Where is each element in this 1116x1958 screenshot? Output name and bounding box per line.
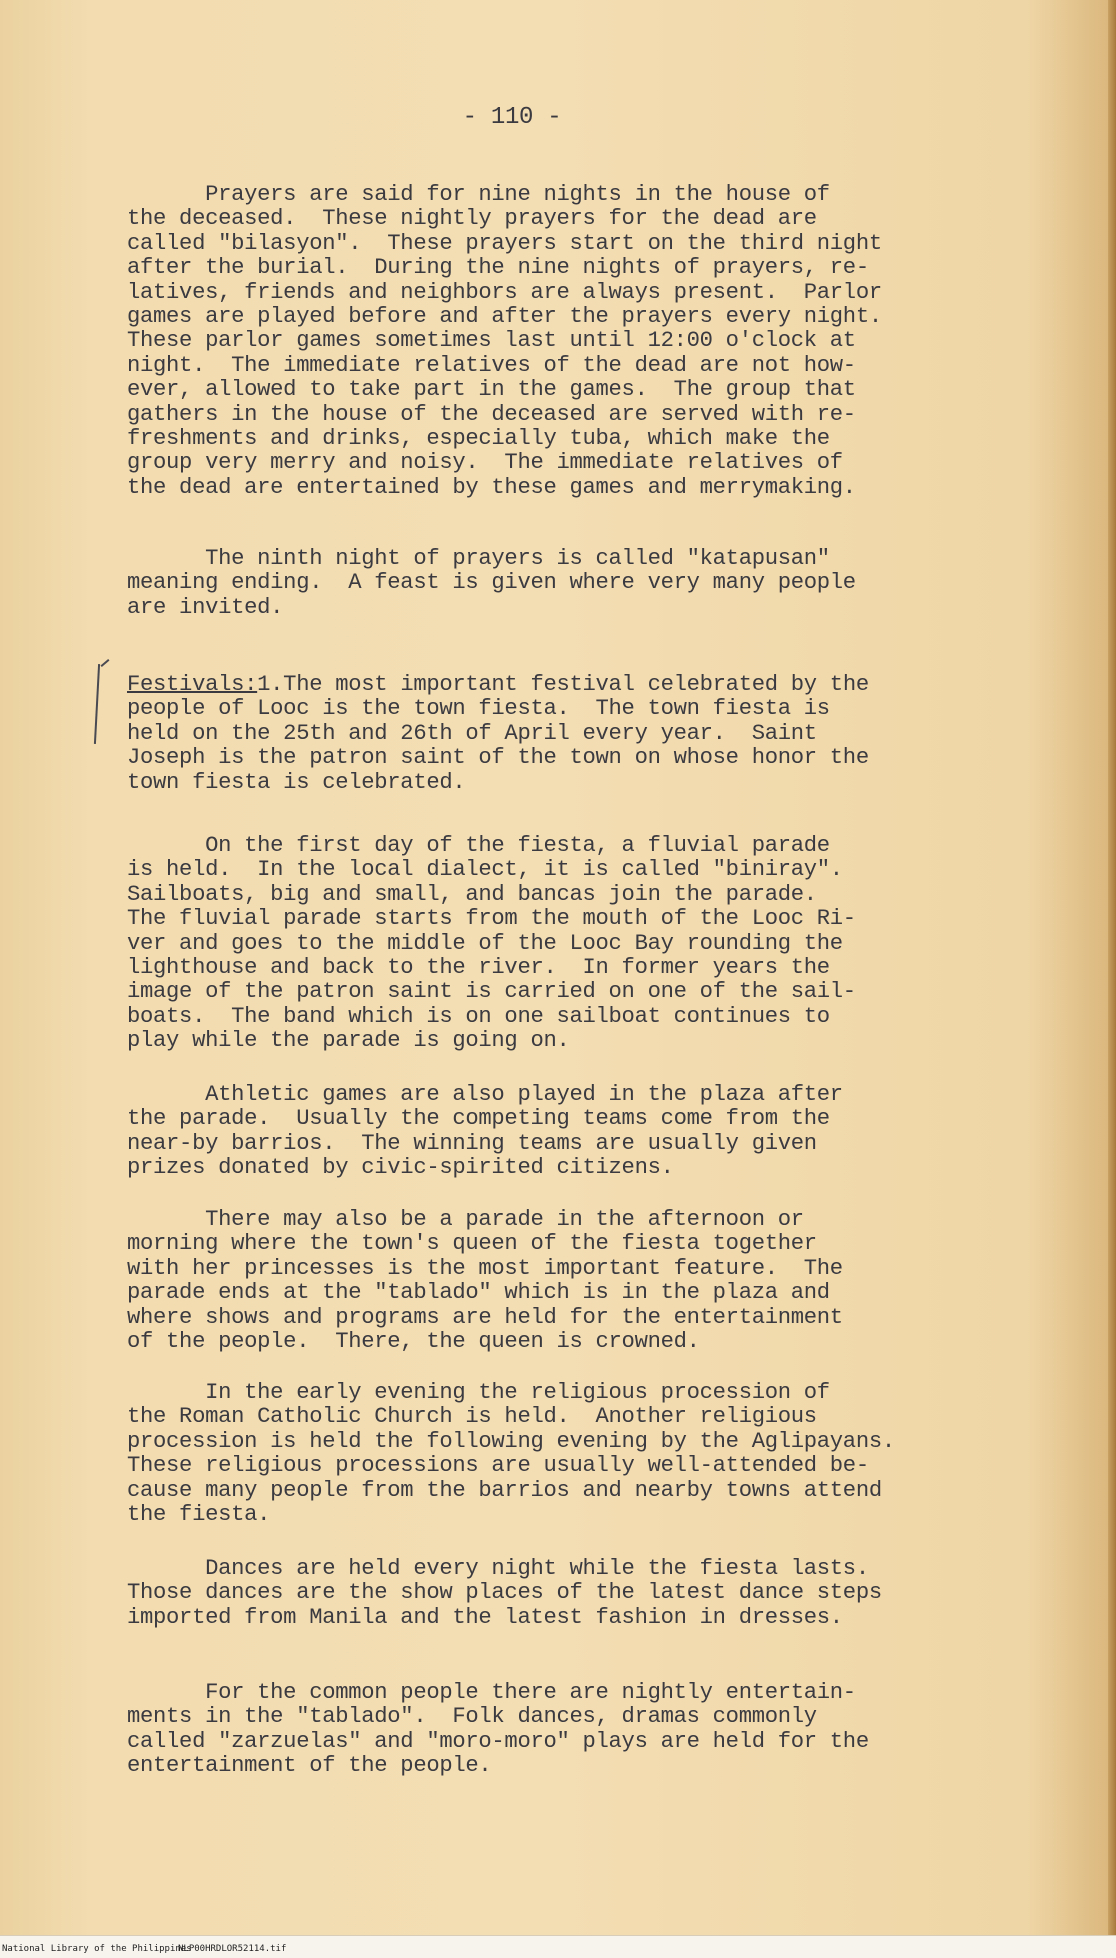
text-line: held on the 25th and 26th of April every year. Saint <box>127 720 817 746</box>
text-line <box>127 673 1007 697</box>
text-line: is held. In the local dialect, it is called "biniray". <box>127 857 843 883</box>
text-line: There may also be a parade in the afternoon or <box>127 1207 804 1232</box>
text-line: Joseph is the patron saint of the town on whose honor the <box>127 745 869 771</box>
footer-file-name: NLP00HRDLOR52114.tif <box>178 1944 287 1954</box>
text-line: ever, allowed to take part in the games. The group that <box>127 377 856 403</box>
text-line: image of the patron saint is carried on one of the sail- <box>127 979 856 1005</box>
text-line: These religious processions are usually well-attended be- <box>127 1453 869 1479</box>
text-line: For the common people there are nightly entertain- <box>127 1680 856 1705</box>
text-line: prizes donated by civic-spirited citizens. <box>127 1155 674 1181</box>
paragraph-fluvial-parade <box>127 834 1007 1054</box>
text-line: games are played before and after the prayers every night. <box>127 304 882 330</box>
text-line: the Roman Catholic Church is held. Another religious <box>127 1404 817 1430</box>
text-line: The ninth night of prayers is called "katapusan" <box>127 546 830 571</box>
text-line: the parade. Usually the competing teams come from the <box>127 1106 830 1132</box>
text-line: In the early evening the religious procession of <box>127 1380 830 1405</box>
text-line: after the burial. During the nine nights of prayers, re- <box>127 255 869 281</box>
margin-pencil-mark <box>94 664 100 744</box>
text-line: gathers in the house of the deceased are served with re- <box>127 401 856 427</box>
text-line: Athletic games are also played in the plaza after <box>127 1082 843 1107</box>
text-line: are invited. <box>127 594 284 620</box>
page-edge <box>1108 0 1116 1958</box>
text-line: Prayers are said for nine nights in the house of <box>127 182 830 207</box>
paragraph-queen-parade <box>127 1208 1007 1354</box>
text-line: town fiesta is celebrated. <box>127 769 466 795</box>
text-line: ver and goes to the middle of the Looc Bay rounding the <box>127 930 843 956</box>
text-line: The fluvial parade starts from the mouth of the Looc Ri- <box>127 906 856 932</box>
text-line: entertainment of the people. <box>127 1753 492 1779</box>
text-line: group very merry and noisy. The immediate relatives of <box>127 450 843 476</box>
section-heading-festivals: Festivals: <box>127 672 258 697</box>
text-line: called "zarzuelas" and "moro-moro" plays are held for the <box>127 1728 869 1754</box>
text-line: Sailboats, big and small, and bancas join the parade. <box>127 881 817 907</box>
footer-library-name: National Library of the Philippines <box>2 1944 192 1954</box>
text-line: Those dances are the show places of the latest dance steps <box>127 1580 882 1606</box>
scan-footer <box>0 1935 1116 1958</box>
text-line: On the first day of the fiesta, a fluvial parade <box>127 833 830 858</box>
paragraph-athletic-games <box>127 1083 1007 1181</box>
text-line: ments in the "tablado". Folk dances, dramas commonly <box>127 1704 817 1730</box>
text-line: parade ends at the "tablado" which is in the plaza and <box>127 1280 830 1306</box>
paragraph-katapusan <box>127 547 1007 620</box>
text-line: lighthouse and back to the river. In former years the <box>127 955 830 981</box>
paragraph-festivals <box>127 673 1007 795</box>
margin-pencil-tick <box>101 659 110 667</box>
text-line: play while the parade is going on. <box>127 1028 570 1054</box>
page-number: - 110 - <box>462 104 562 131</box>
paragraph-dances <box>127 1557 1007 1630</box>
text-line: procession is held the following evening by the Aglipayans. <box>127 1428 895 1454</box>
text-line: the dead are entertained by these games and merrymaking. <box>127 474 856 500</box>
text-line-content: 1.The most important festival celebrated by the <box>257 672 869 697</box>
text-line: of the people. There, the queen is crowned. <box>127 1329 700 1355</box>
text-line: night. The immediate relatives of the dead are not how- <box>127 352 856 378</box>
text-line: cause many people from the barrios and nearby towns attend <box>127 1477 882 1503</box>
paragraph-religious-procession <box>127 1381 1007 1527</box>
text-line: imported from Manila and the latest fashion in dresses. <box>127 1604 843 1630</box>
text-line: latives, friends and neighbors are always present. Parlor <box>127 279 882 305</box>
text-line: freshments and drinks, especially tuba, which make the <box>127 426 830 452</box>
text-line: people of Looc is the town fiesta. The town fiesta is <box>127 696 830 722</box>
text-line: meaning ending. A feast is given where very many people <box>127 570 856 596</box>
text-line: with her princesses is the most important feature. The <box>127 1255 843 1281</box>
text-line: morning where the town's queen of the fiesta together <box>127 1231 817 1257</box>
text-line: the deceased. These nightly prayers for the dead are <box>127 206 817 232</box>
text-line: These parlor games sometimes last until 12:00 o'clock at <box>127 328 856 354</box>
text-line: called "bilasyon". These prayers start on the third night <box>127 230 882 256</box>
paragraph-wake-prayers <box>127 183 1007 500</box>
text-line: Dances are held every night while the fiesta lasts. <box>127 1556 869 1581</box>
text-line: near-by barrios. The winning teams are usually given <box>127 1130 817 1156</box>
text-line: the fiesta. <box>127 1502 271 1528</box>
text-line: where shows and programs are held for the entertainment <box>127 1304 843 1330</box>
text-line: boats. The band which is on one sailboat continues to <box>127 1003 830 1029</box>
paragraph-entertainment <box>127 1681 1007 1779</box>
